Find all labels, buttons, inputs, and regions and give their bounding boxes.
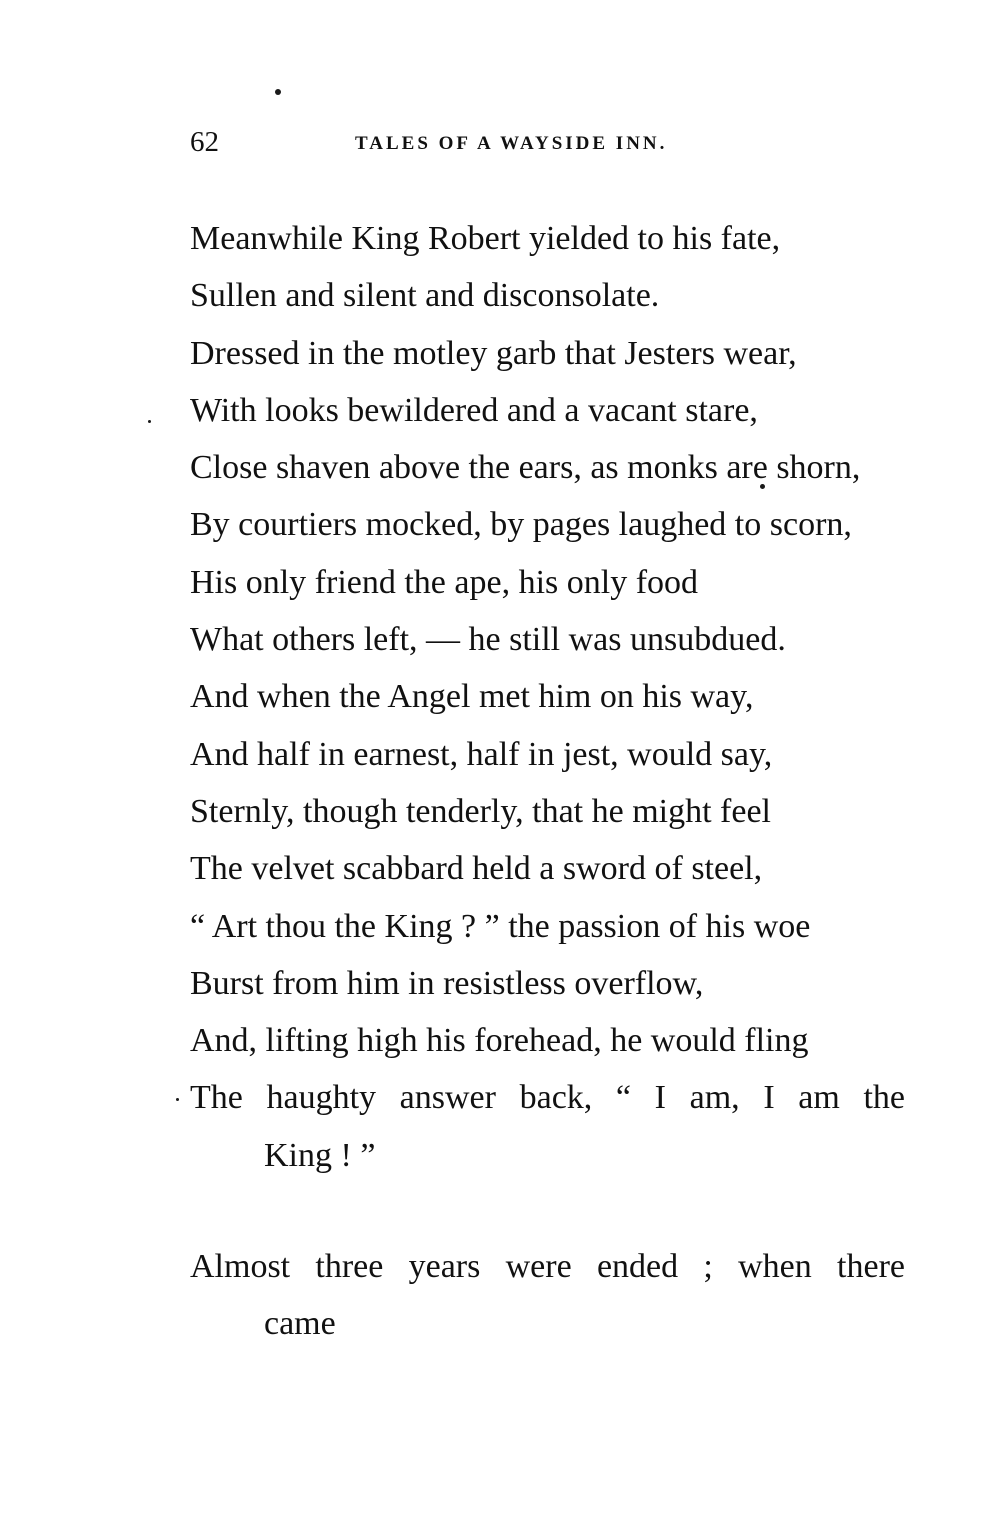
verse-line: Sternly, though tenderly, that he might feel	[190, 792, 772, 830]
verse-line: And when the Angel met him on his way,	[190, 678, 754, 716]
verse-line: And, lifting high his forehead, he would fling	[190, 1022, 809, 1060]
ink-speck	[275, 89, 281, 95]
page-number: 62	[190, 126, 219, 158]
verse-line: With looks bewildered and a vacant stare,	[190, 391, 758, 429]
verse-line: His only friend the ape, his only food	[190, 563, 699, 601]
ink-speck	[148, 420, 151, 423]
verse-line: The velvet scabbard held a sword of steel,	[190, 850, 763, 888]
stanza-break	[190, 1184, 905, 1238]
verse-line: Burst from him in resistless overflow,	[190, 964, 704, 1002]
verse-line: Meanwhile King Robert yielded to his fate,	[190, 220, 781, 257]
ink-speck	[176, 1098, 179, 1101]
verse-line: Close shaven above the ears, as monks are shorn,	[190, 449, 861, 487]
verse-line: The haughty answer back, “ I am, I am the	[190, 1079, 905, 1117]
verse-line: Almost three years were ended ; when there	[190, 1248, 905, 1286]
verse-line-continuation: came	[264, 1305, 336, 1343]
verse-line: Sullen and silent and disconsolate.	[190, 277, 660, 315]
verse-line: What others left, — he still was unsubdued.	[190, 621, 786, 659]
verse-line-continuation: King ! ”	[264, 1136, 376, 1174]
verse-line: And half in earnest, half in jest, would say,	[190, 735, 773, 773]
verse-line: By courtiers mocked, by pages laughed to scorn,	[190, 506, 852, 544]
verse-line: Dressed in the motley garb that Jesters wear,	[190, 334, 797, 372]
page-header	[190, 126, 750, 166]
running-title: TALES OF A WAYSIDE INN.	[355, 133, 668, 154]
poem-text	[190, 210, 905, 1353]
verse-line: “ Art thou the King ? ” the passion of his woe	[190, 907, 811, 945]
